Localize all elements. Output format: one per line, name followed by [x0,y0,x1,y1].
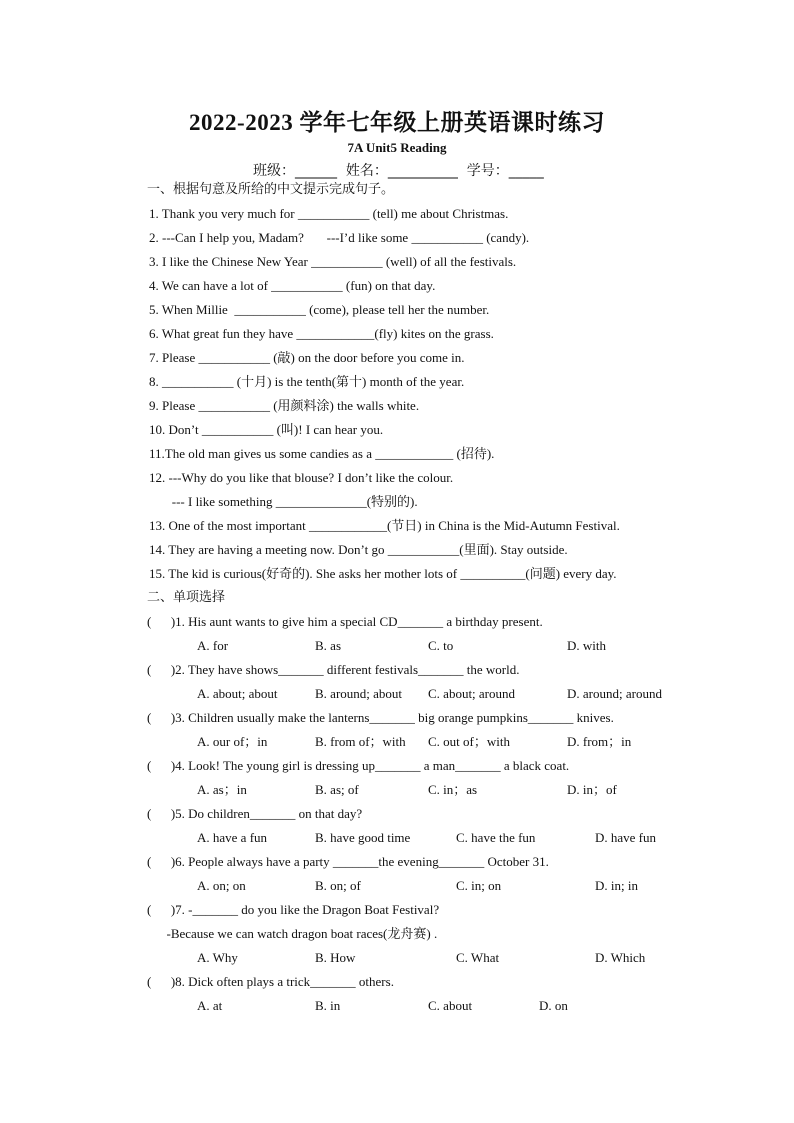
s2-question-8-options [0,998,794,1094]
option-d: D. on [539,998,568,1013]
option-d: D. with [567,638,606,653]
s2-question-2: ( )2. They have shows_______ different festivals_______ the world. [147,662,520,677]
option-a: A. at [197,998,223,1013]
option-b: B. in [315,998,341,1013]
section2-heading: 二、单项选择 [147,590,226,605]
s2-question-6: ( )6. People always have a party _______the evening_______ October 31. [147,854,549,869]
option-c: C. out of；with [428,734,510,749]
s1-item-6: 6. What great fun they have ____________(fly) kites on the grass. [149,326,494,341]
option-c: C. have the fun [456,830,536,845]
s1-item-5: 5. When Millie ___________ (come), please tell her the number. [149,302,490,317]
s2-question-5: ( )5. Do children_______ on that day? [147,806,363,821]
option-b: B. have good time [315,830,411,845]
s2-question-3: ( )3. Children usually make the lanterns_______ big orange pumpkins_______ knives. [147,710,614,725]
s1-item-2: 2. ---Can I help you, Madam? ---I’d like some ___________ (candy). [149,230,530,245]
option-b: B. as [315,638,341,653]
section1-heading: 一、根据句意及所给的中文提示完成句子。 [147,182,395,197]
s2-question-1: ( )1. His aunt wants to give him a special CD_______ a birthday present. [147,614,543,629]
option-d: D. Which [595,950,646,965]
option-a: A. our of；in [197,734,268,749]
s1-item-12: 12. ---Why do you like that blouse? I don’t like the colour. [149,470,454,485]
s1-item-13: 13. One of the most important ____________(节日) in China is the Mid-Autumn Festival. [149,518,620,533]
s1-item-12-answer: --- I like something ______________(特别的). [149,494,418,509]
option-a: A. as；in [197,782,247,797]
option-d: D. in；of [567,782,617,797]
option-b: B. as; of [315,782,359,797]
s1-item-8: 8. ___________ (十月) is the tenth(第十) month of the year. [149,374,465,389]
option-d: D. in; in [595,878,638,893]
option-c: C. to [428,638,454,653]
option-b: B. around; about [315,686,403,701]
s1-item-10: 10. Don’t ___________ (叫)! I can hear you. [149,422,384,437]
option-c: C. What [456,950,500,965]
s1-item-11: 11.The old man gives us some candies as a ____________ (招待). [149,446,495,461]
s2-question-4: ( )4. Look! The young girl is dressing up_______ a man_______ a black coat. [147,758,570,773]
option-a: A. Why [197,950,238,965]
s1-item-4: 4. We can have a lot of ___________ (fun) on that day. [149,278,436,293]
page-title: 2022-2023 学年七年级上册英语课时练习 [189,110,605,135]
option-d: D. have fun [595,830,657,845]
s2-question-7: ( )7. -_______ do you like the Dragon Boat Festival? [147,902,440,917]
student-info-line: 班级：______ 姓名：__________ 学号：_____ [253,163,544,179]
s2-question-8: ( )8. Dick often plays a trick_______ others. [147,974,394,989]
s1-item-14: 14. They are having a meeting now. Don’t go ___________(里面). Stay outside. [149,542,568,557]
option-a: A. on; on [197,878,246,893]
s1-item-15: 15. The kid is curious(好奇的). She asks her mother lots of __________(问题) every day. [149,566,617,581]
s1-item-3: 3. I like the Chinese New Year ___________ (well) of all the festivals. [149,254,517,269]
option-d: D. from；in [567,734,632,749]
page-subtitle: 7A Unit5 Reading [347,140,447,155]
option-c: C. about [428,998,473,1013]
option-b: B. on; of [315,878,361,893]
option-b: B. from of；with [315,734,406,749]
s1-item-9: 9. Please ___________ (用颜料涂) the walls white. [149,398,420,413]
option-a: A. have a fun [197,830,268,845]
s1-item-1: 1. Thank you very much for ___________ (tell) me about Christmas. [149,206,509,221]
option-d: D. around; around [567,686,662,701]
option-c: C. in; on [456,878,502,893]
option-a: A. for [197,638,229,653]
option-c: C. in；as [428,782,478,797]
option-b: B. How [315,950,356,965]
option-a: A. about; about [197,686,278,701]
s2-question-7-line2: -Because we can watch dragon boat races(龙舟赛) . [147,926,438,941]
option-c: C. about; around [428,686,516,701]
s1-item-7: 7. Please ___________ (敲) on the door before you come in. [149,350,465,365]
